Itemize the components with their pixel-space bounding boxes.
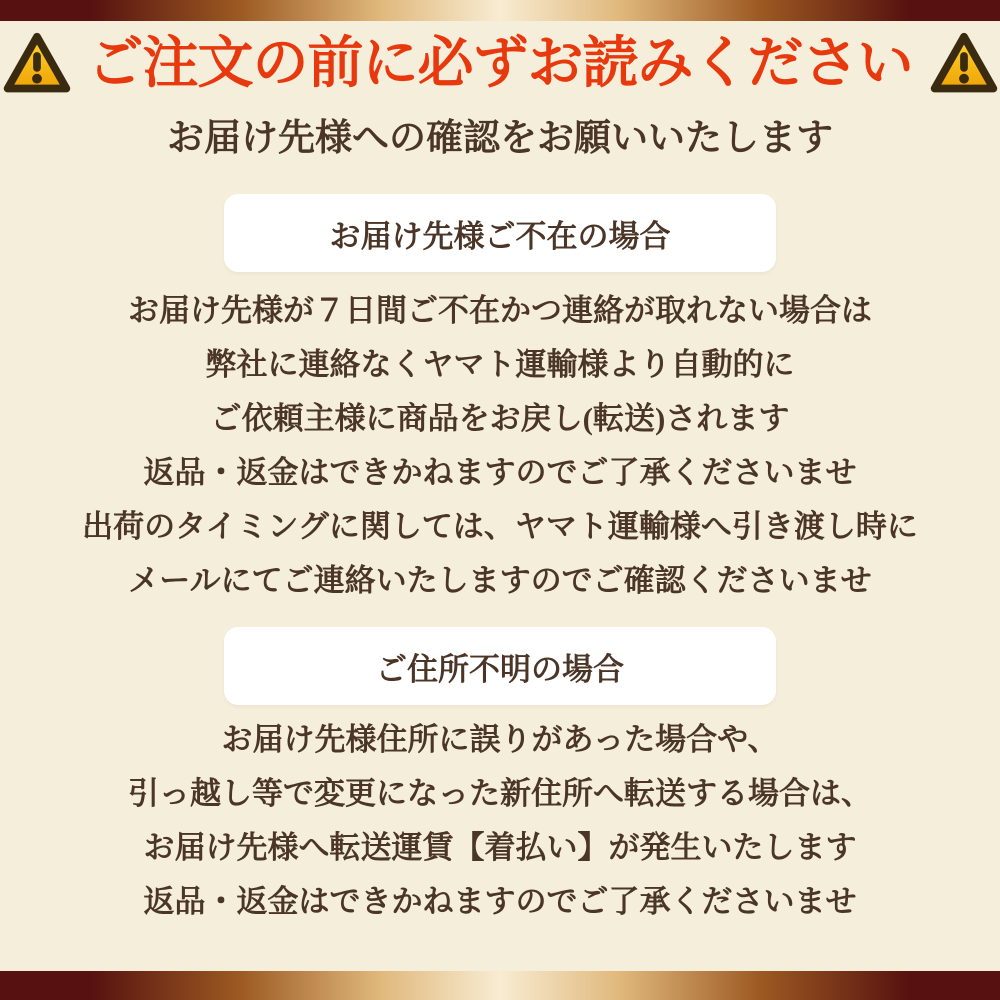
body-line: ご依頼主様に商品をお戻し(転送)されます (210, 401, 790, 436)
section-title: お届け先様ご不在の場合 (329, 218, 671, 254)
page-title-row (0, 25, 1000, 103)
body-line: 引っ越し等で変更になった新住所へ転送する場合は、 (128, 776, 872, 811)
top-border-bar (0, 0, 1000, 21)
section-heading-box-absent (224, 194, 776, 272)
section-heading-box-unknown-address (224, 627, 776, 705)
body-line: 返品・返金はできかねますのでご了承くださいませ (143, 455, 857, 490)
warning-triangle-icon (2, 31, 72, 97)
body-line: 出荷のタイミングに関しては、ヤマト運輸様へ引き渡し時に (82, 509, 918, 544)
page-subtitle: お届け先様への確認をお願いいたします (167, 118, 833, 159)
body-line: お届け先様へ転送運賃【着払い】が発生いたします (143, 830, 857, 865)
body-line: メールにてご連絡いたしますのでご確認くださいませ (128, 563, 872, 598)
warning-triangle-icon (929, 31, 999, 97)
body-line: 返品・返金はできかねますのでご了承くださいませ (143, 884, 857, 919)
section-title: ご住所不明の場合 (376, 651, 624, 687)
body-line: お届け先様が７日間ご不在かつ連絡が取れない場合は (128, 293, 872, 328)
page-title: ご注文の前に必ずお読みください (87, 33, 913, 95)
section-body-absent (0, 284, 1000, 608)
body-line: 弊社に連絡なくヤマト運輸様より自動的に (205, 347, 795, 382)
section-body-unknown-address (0, 713, 1000, 929)
bottom-border-bar (0, 971, 1000, 1000)
body-line: お届け先様住所に誤りがあった場合や、 (221, 722, 779, 757)
